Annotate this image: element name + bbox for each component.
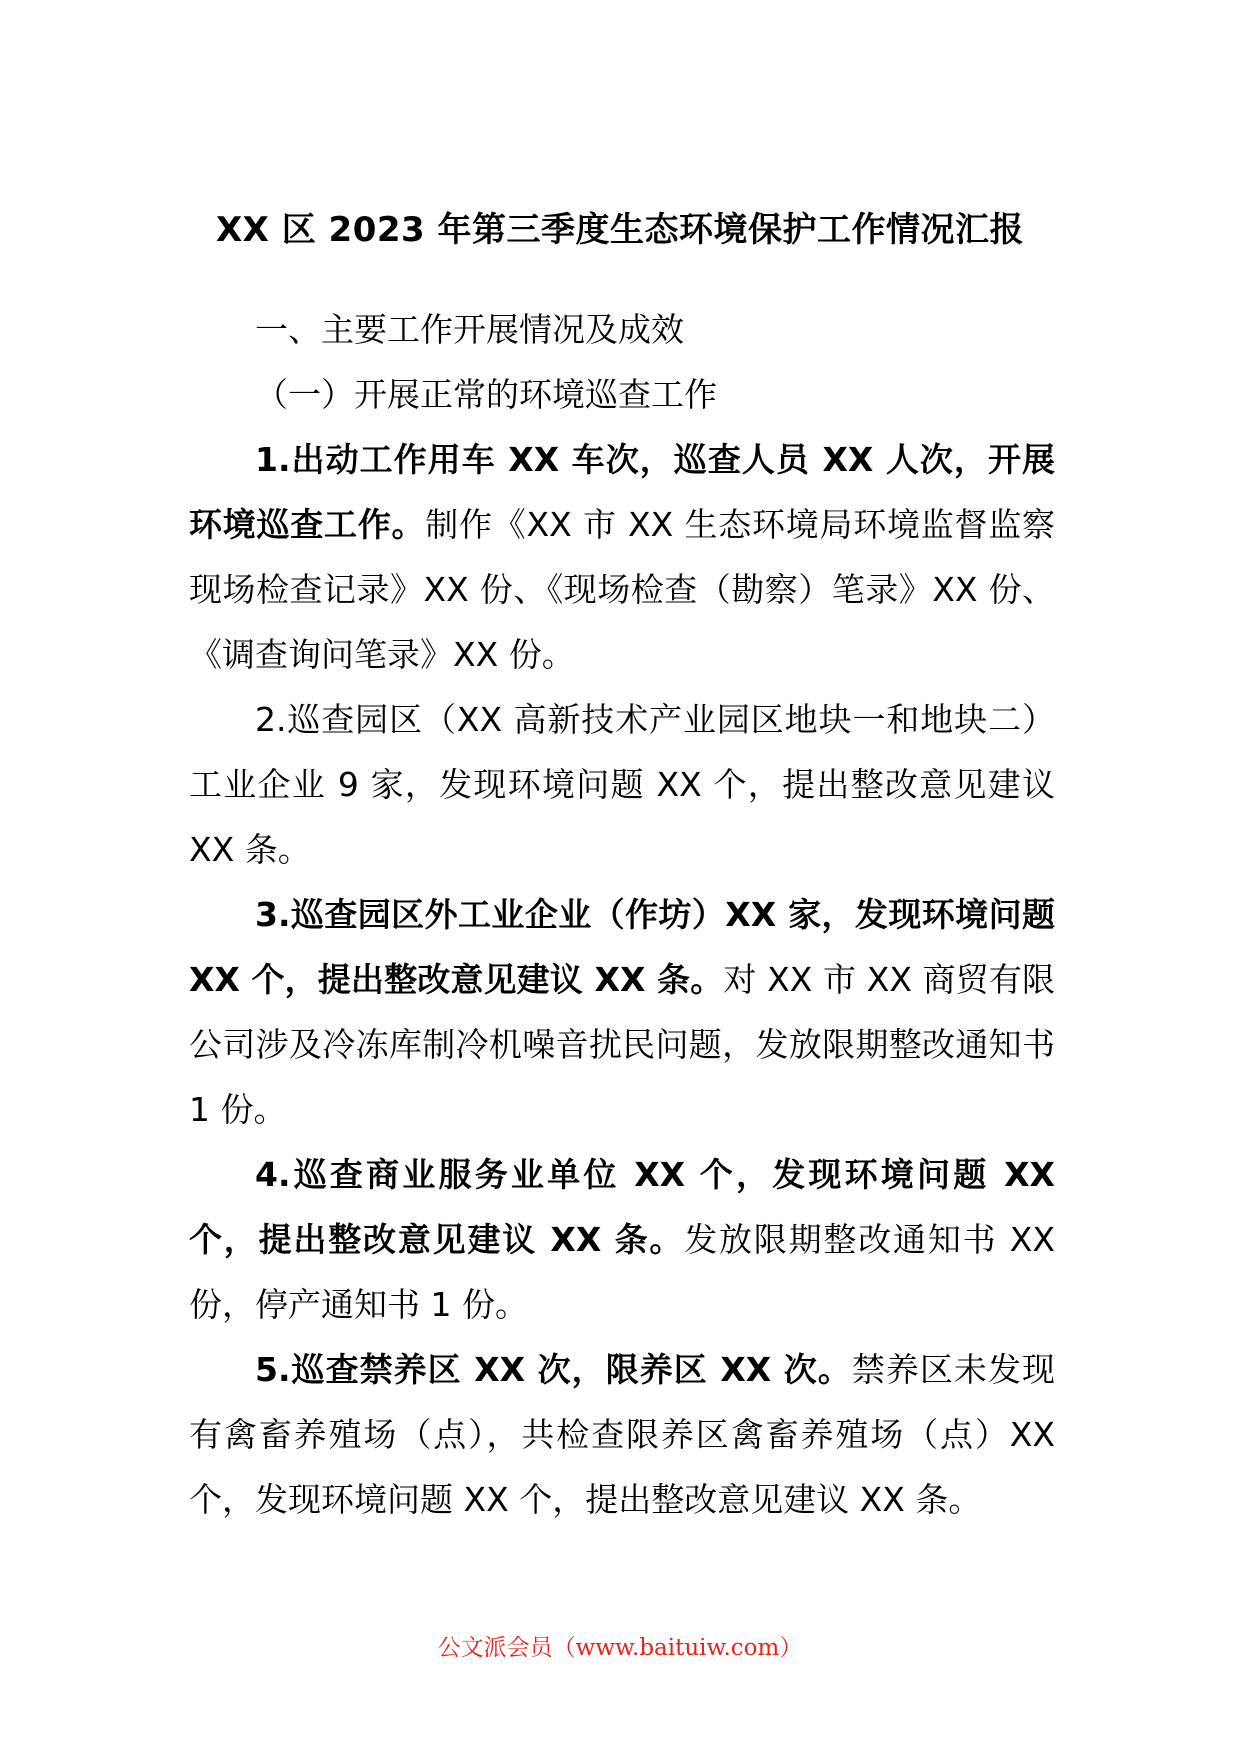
document-title: XX 区 2023 年第三季度生态环境保护工作情况汇报 — [215, 210, 1025, 250]
paragraph-1 — [189, 427, 1055, 687]
paragraph-5-lead: 5.巡查禁养区 XX 次，限养区 XX 次。 — [255, 1350, 852, 1389]
paragraph-1-lead: 1.出动工作用车 XX 车次，巡查人员 XX 人次，开展环境巡查工作。 — [189, 440, 1055, 544]
paragraph-5-body: 禁养区未发现有禽畜养殖场（点），共检查限养区禽畜养殖场（点）XX 个，发现环境问题 XX 个，提出整改意见建议 XX 条。 — [189, 1350, 1056, 1519]
paragraph-3 — [189, 882, 1055, 1142]
paragraph-4-lead: 4.巡查商业服务业单位 XX 个，发现环境问题 XX 个，提出整改意见建议 XX 条。 — [189, 1155, 1055, 1259]
section-heading: 一、主要工作开展情况及成效 — [255, 310, 684, 349]
subsection-heading: （一）开展正常的环境巡查工作 — [255, 375, 717, 414]
paragraph-3-body: 对 XX 市 XX 商贸有限公司涉及冷冻库制冷机噪音扰民问题，发放限期整改通知书 1 份。 — [189, 960, 1055, 1129]
footer-watermark: 公文派会员（www.baituiw.com） — [437, 1635, 803, 1661]
paragraph-2-body: 2.巡查园区（XX 高新技术产业园区地块一和地块二）工业企业 9 家，发现环境问题 XX 个，提出整改意见建议 XX 条。 — [189, 700, 1055, 869]
paragraph-5 — [189, 1337, 1055, 1532]
paragraph-1-body: 制作《XX 市 XX 生态环境局环境监督监察现场检查记录》XX 份、《现场检查（勘察）笔录》XX 份、《调查询问笔录》XX 份。 — [189, 505, 1055, 674]
document-body — [189, 297, 1055, 1532]
paragraph-4-body: 发放限期整改通知书 XX 份，停产通知书 1 份。 — [189, 1220, 1055, 1324]
paragraph-2 — [189, 687, 1055, 882]
paragraph-4 — [189, 1142, 1055, 1337]
paragraph-3-lead: 3.巡查园区外工业企业（作坊）XX 家，发现环境问题 XX 个，提出整改意见建议 XX 条。 — [189, 895, 1055, 999]
